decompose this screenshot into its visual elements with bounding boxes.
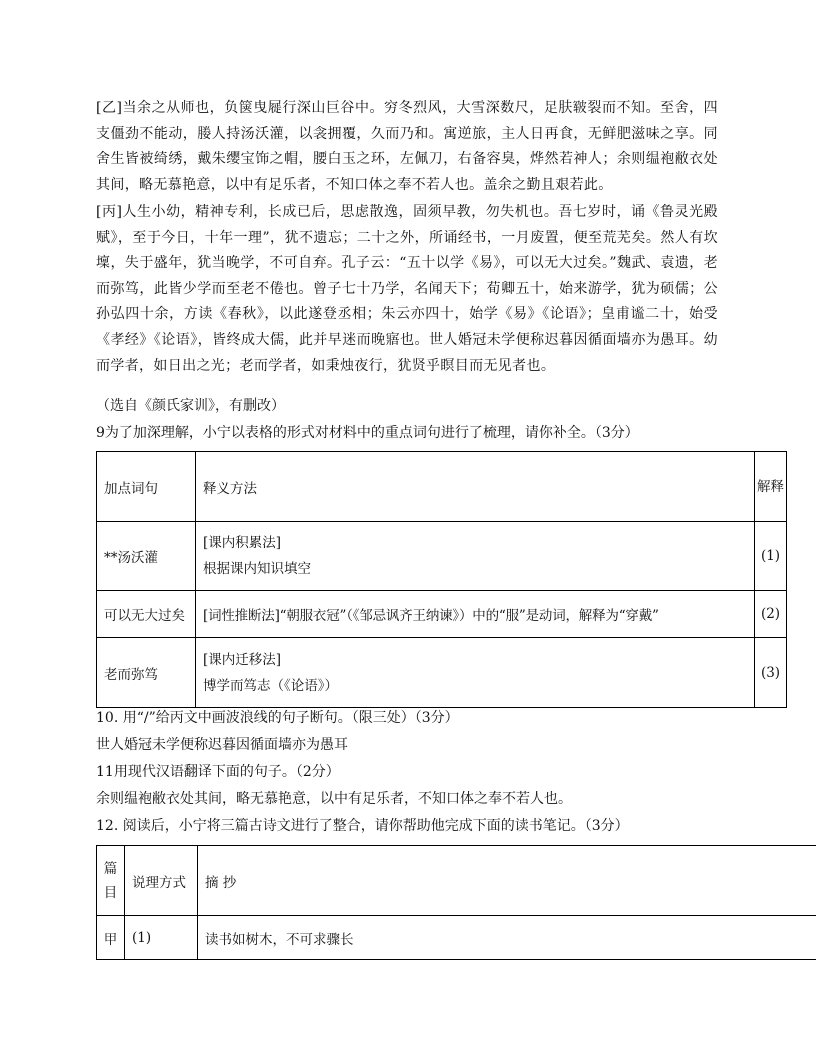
method-line: [课内迁移法]: [203, 651, 282, 668]
row-answer: (2): [755, 591, 787, 638]
table-reading-notes: [96, 845, 816, 960]
question-12: 12. 阅读后，小宁将三篇古诗文进行了整合，请你帮助他完成下面的读书笔记。（3分）: [96, 818, 629, 834]
row-excerpt: 读书如树木，不可求骤长: [198, 916, 816, 960]
table-row: [97, 916, 816, 960]
passage-yi: [乙]当余之从师也，负箧曳屣行深山巨谷中。穷冬烈风，大雪深数尺，足肤皲裂而不知。至舍，四支僵劲不能动，媵人持汤沃灌，以衾拥覆，久而乃和。寓逆旅，主人日再食，无鲜肥滋味之享。同舍生皆被绮绣，戴朱缨宝饰之帽，腰白玉之环，左佩刀，右备容臭，烨然若神人；余则缊袍敝衣处其间，略无慕艳意，以中有足乐者，不知口体之奉不若人也。盖余之勤且艰若此。: [96, 100, 718, 193]
table-row: [97, 591, 787, 638]
table-header-row: [97, 452, 787, 522]
table-word-explanations: [96, 451, 787, 708]
header-method: 释义方法: [196, 452, 755, 522]
header-method: 说理方式: [125, 846, 198, 916]
header-piece: 篇目: [97, 846, 125, 916]
row-answer: (3): [755, 638, 787, 708]
row-method: [196, 522, 755, 591]
method-line: [课内积累法]: [203, 535, 282, 551]
row-answer: (1): [755, 522, 787, 591]
header-answer: 解释: [755, 452, 787, 522]
question-11-sentence: 余则缊袍敝衣处其间，略无慕艳意，以中有足乐者，不知口体之奉不若人也。: [96, 791, 572, 807]
question-11: 11用现代汉语翻译下面的句子。（2分）: [96, 764, 340, 780]
question-10: 10. 用“/”给丙文中画波浪线的句子断句。（限三处）（3分）: [96, 710, 459, 726]
row-method: [词性推断法]“朝服衣冠”（《邹忌讽齐王纳谏》）中的“服”是动词，解释为“穿戴”: [196, 591, 755, 638]
row-piece: 甲: [97, 916, 125, 960]
question-10-sentence: 世人婚冠未学便称迟暮因循面墙亦为愚耳: [96, 737, 348, 753]
row-term: **汤沃灌: [97, 522, 196, 591]
method-line: 博学而笃志（《论语》）: [203, 677, 338, 694]
header-excerpt: 摘 抄: [198, 846, 816, 916]
row-method: (1): [125, 916, 198, 960]
question-9: 9为了加深理解，小宁以表格的形式对材料中的重点词句进行了梳理，请你补全。（3分）: [96, 425, 639, 441]
row-term: 老而弥笃: [97, 638, 196, 708]
table-row: [97, 638, 787, 708]
source-note: （选自《颜氏家训》，有删改）: [96, 398, 285, 414]
method-line: 根据课内知识填空: [203, 561, 311, 577]
table-row: [97, 522, 787, 591]
row-term: 可以无大过矣: [97, 591, 196, 638]
table-header-row: [97, 846, 816, 916]
header-term: 加点词句: [97, 452, 196, 522]
passage-bing: [丙]人生小幼，精神专利，长成已后，思虑散逸，固须早教，勿失机也。吾七岁时，诵《鲁灵光殿赋》，至于今日，十年一理”，犹不遗忘；二十之外，所诵经书，一月废置，便至荒芜矣。然人有坎壈，失于盛年，犹当晚学，不可自弃。孔子云：“五十以学《易》，可以无大过矣。”魏武、袁遗，老而弥笃，此皆少学而至老不倦也。曾子七十乃学，名闻天下；荀卿五十，始来游学，犹为硕儒；公孙弘四十余，方读《春秋》，以此遂登丞相；朱云亦四十，始学《易》《论语》；皇甫谧二十，始受《孝经》《论语》，皆终成大儒，此并早迷而晚寤也。世人婚冠未学便称迟暮因循面墙亦为愚耳。幼而学者，如日出之光；老而学者，如秉烛夜行，犹贤乎瞑目而无见者也。: [96, 204, 718, 374]
row-method: [196, 638, 755, 708]
